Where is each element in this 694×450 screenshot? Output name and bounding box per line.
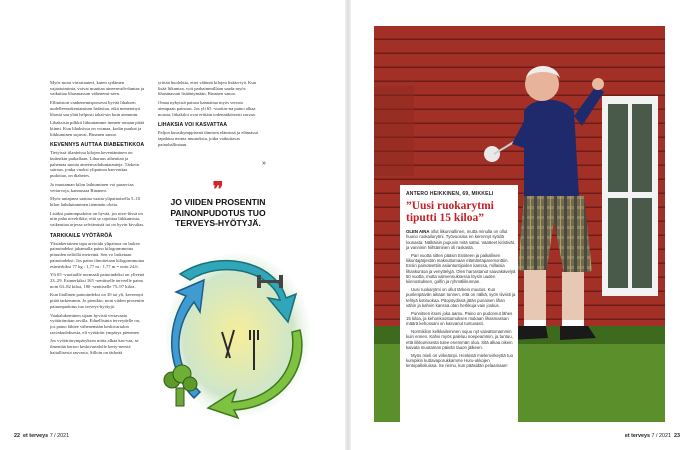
body-paragraph: Lihaksista pilkkii liikuntamme immen-omaan pitää kiinni. Kun lihaksissa on voimaa, kodin puuhat ja liikkuminen sujuvat, Rinanen sanoo. [50,120,145,137]
story-paragraph [406,253,516,285]
continue-arrow: » [262,160,266,167]
body-paragraph: Myös moni virtsatauteri, kuten sydämen vajaatoiminta, voivat muuttaa aineenvaih-duntaa ja vaikuttaa lihasmassan vähenemi-seen. [50,80,145,97]
body-paragraph: Yksinkertainen tapa arvioida ylipainoa on laskea painoindeksi jakamalla paino kilogrammoina pituuden neliöllä metreinä. Sen vo lasketaan painoindeksi: Jos paino ilmoitetaan kilogrammoina esimerkiksi 77 kg : 1,77 m : 1,77 m = noin 24,6. [50,240,145,269]
story-paragraph-text: Normikilon kelkkaileminen sujuu nyt vaivattomammin kuin ennen. Kahvi myös paleluu noepeammin, ja tuntuu, että liikkumisesta tulee enemmän oloa. Sitä alkaa oikein kaivata muutaman päivän tauon jälkeen. [406,329,513,350]
body-paragraph: Ellimiston vanhenemisprosessi hyvää lihaksen uudelleenrakentamisen hidastua, eikä menetettyä lihasta saa yhtä helposti takai-sin kuin aiemmin. [50,100,141,117]
story-paragraph [406,229,516,250]
body-paragraph: yrittää huolehtia, ettei vähintä kilojen lisään-tyä. Kun lisää liikuntaa, voit parhaimmillaan saada myös lihasmassan lisääntymään, Rinanen sanoo. [158,80,256,97]
story-paragraph [406,311,516,327]
story-lead-in: OLEN AINA [406,229,430,234]
left-column-2 [158,80,258,150]
story-paragraph [406,329,516,350]
body-paragraph: Vaakalukeminen sijaan hyvistä vertavaata vyötärömitan arvilla. Eduellisinta terveydelle on, jos paino lähtee vähenemään keskivartalon rasvakudoksesta, eli vyötärön ympärys pienenee. [50,312,141,335]
section-heading: LIHAKSIA VOI KASVATTAA [158,122,228,129]
pull-quote [168,179,268,229]
page-gutter [345,0,351,450]
story-paragraph-text: Myös mieli on virkeämpi. Henkistä mielenvirkeyttä tuo kumpikin kuttavaporukkamme Huru-ukkojen lentopalloiluissa. Se riemu, kun pääsidän pelaamaan! [406,352,513,369]
left-issue: 7 / 2021 [49,433,70,439]
story-paragraph-text: Pari vuotta sitten pääsin Essiteen ja paikallisen liikuntajärjestön maksuttomaan elämäntaparemonttiin. Ensin painoteettiin asiantuntijoiden kanssa, millaisia lihaskuntoa ja venyttelyjä. Olen harrastanut sauvakävelyä 50 vuotta, mutta valmennuksessa löysin uuden kiinnostuksen, golfin ja ryhmäliikunnan. [406,252,516,285]
right-page-number: 23 [674,433,680,439]
left-page-number: 22 [14,433,20,439]
body-paragraph: Omaa nykyistä painoa kannattaa myös verrata aiempaan painoon. Jos yli 65 -vuotias-na paino alkaa nousta, liikakilot ovat erittäin todennäköisesti rasvaa. [158,100,256,117]
section-heading: TARKKAILE VYÖTÄRÖÄ [50,232,113,239]
body-paragraph: Jos vyötärönympäryksen mitta alkaa kas-vaa, se ilmentää kertoo keskivartalolle kerty-neestä haitallisesta rasvasta. Silloin on tärkeää [50,338,139,355]
body-paragraph: Jo muutaman kilon laihtuminen voi paran-taa veriarvoja, kannustaa Rinanen. [50,181,134,193]
right-issue: 7 / 2021 [651,433,671,439]
story-panel [400,185,518,422]
recycle-arrows-illustration [160,240,310,420]
story-paragraph [406,287,516,308]
golf-club-head [484,146,500,162]
story-title: ”Uusi ruokarytmi tiputti 15 kiloa” [406,200,494,224]
body-paragraph: Tietyissä tilanteissa kilojen keventäminen on kuitenkin paikallaan. Liharuus aiheuttaa ja pahentaa monia aineenvaihduntatauteja. Tärkein sairaus, jonka vuoksi ylipainoa kan-nattaa pudottaa, on diabetes. [50,150,139,179]
story-body [406,229,516,371]
body-paragraph: Kun liiallinen painoindeksi on 30 tai yli, kevennyä pitää tarkemmin. Jo pienikin, noin viiden prosentin painonpudotus tuo terveys-hyötyjä. [50,292,144,309]
story-paragraph-text: ollut liikunnallinen, mutta minulla on ollut huono ruokailurytmi. Työvuosina en kerennyt syödä lounasta. Nälkäisin pupuvin mitä sattui. Vaatteet kiristivät, ja vanninin hiihtäminen oli raskasta. [406,229,516,250]
left-column-1 [50,80,145,358]
right-brand: et terveys [624,433,651,439]
story-paragraph [406,353,516,369]
left-footer [14,433,69,439]
section-heading: KEVENNYS AUTTAA DIABEETIKKOA [50,142,145,149]
right-footer [625,433,680,439]
story-paragraph-text: Uusi ruokarytmi on ollut tärkein muutos. Kun puolenpäivän aikaan tunnen, että on nälkä, syön tiiviisti ja tehtyä kotiruokaa. Pitopöydissä jätän punaisen lihan vähin ja kahvin kanssa otan herkkuja vain joskus. [406,286,516,308]
quote-mark-icon: ❞ [212,179,224,201]
story-byline: ANTERO HEIKKINEN, 69, MIKKELI [406,191,494,197]
body-paragraph: Myös uniapnea saattaa vaatia ylipainoisella 5–10 kilon laihduttaminen tiemmän olotta. [50,196,141,207]
pull-quote-text: JO VIIDEN PROSENTIN PAINONPUDOTUS TUO TERVEYS-HYÖTYJÄ. [170,197,266,228]
body-paragraph: Yli 65 -vuotiaille normaali painoindeksi on ylivenä 23–29. Esimerkiksi 165 -senttiselle terveelle paino noin 63–82 kiloa, 180 -senttiselle 75–97 kiloa. [50,272,145,289]
left-brand: et terveys [23,433,49,439]
body-paragraph: Paljon kuusikymppisenä ihmisen elämissä ja elämässä tapahtuu monia muutoksia, jotka vaikuttavat painohallintaan. [158,130,258,147]
body-paragraph: Lisäksi painonpudotus on hyvää, jos nive-liissä on niin paha nivelrikko, että se rajoittaa liikkumista, vaikeuttaa arjessa selviämistä tai on hyvin kivulias. [50,210,145,228]
story-paragraph-text: Punnitsen itseni joka aamu. Paino on pudonnut lähes 15 kiloa, ja kehonkoostumuksen mukaan lihasmassan määrä kehossani on kasvanut tuntuvasti. [406,310,513,327]
